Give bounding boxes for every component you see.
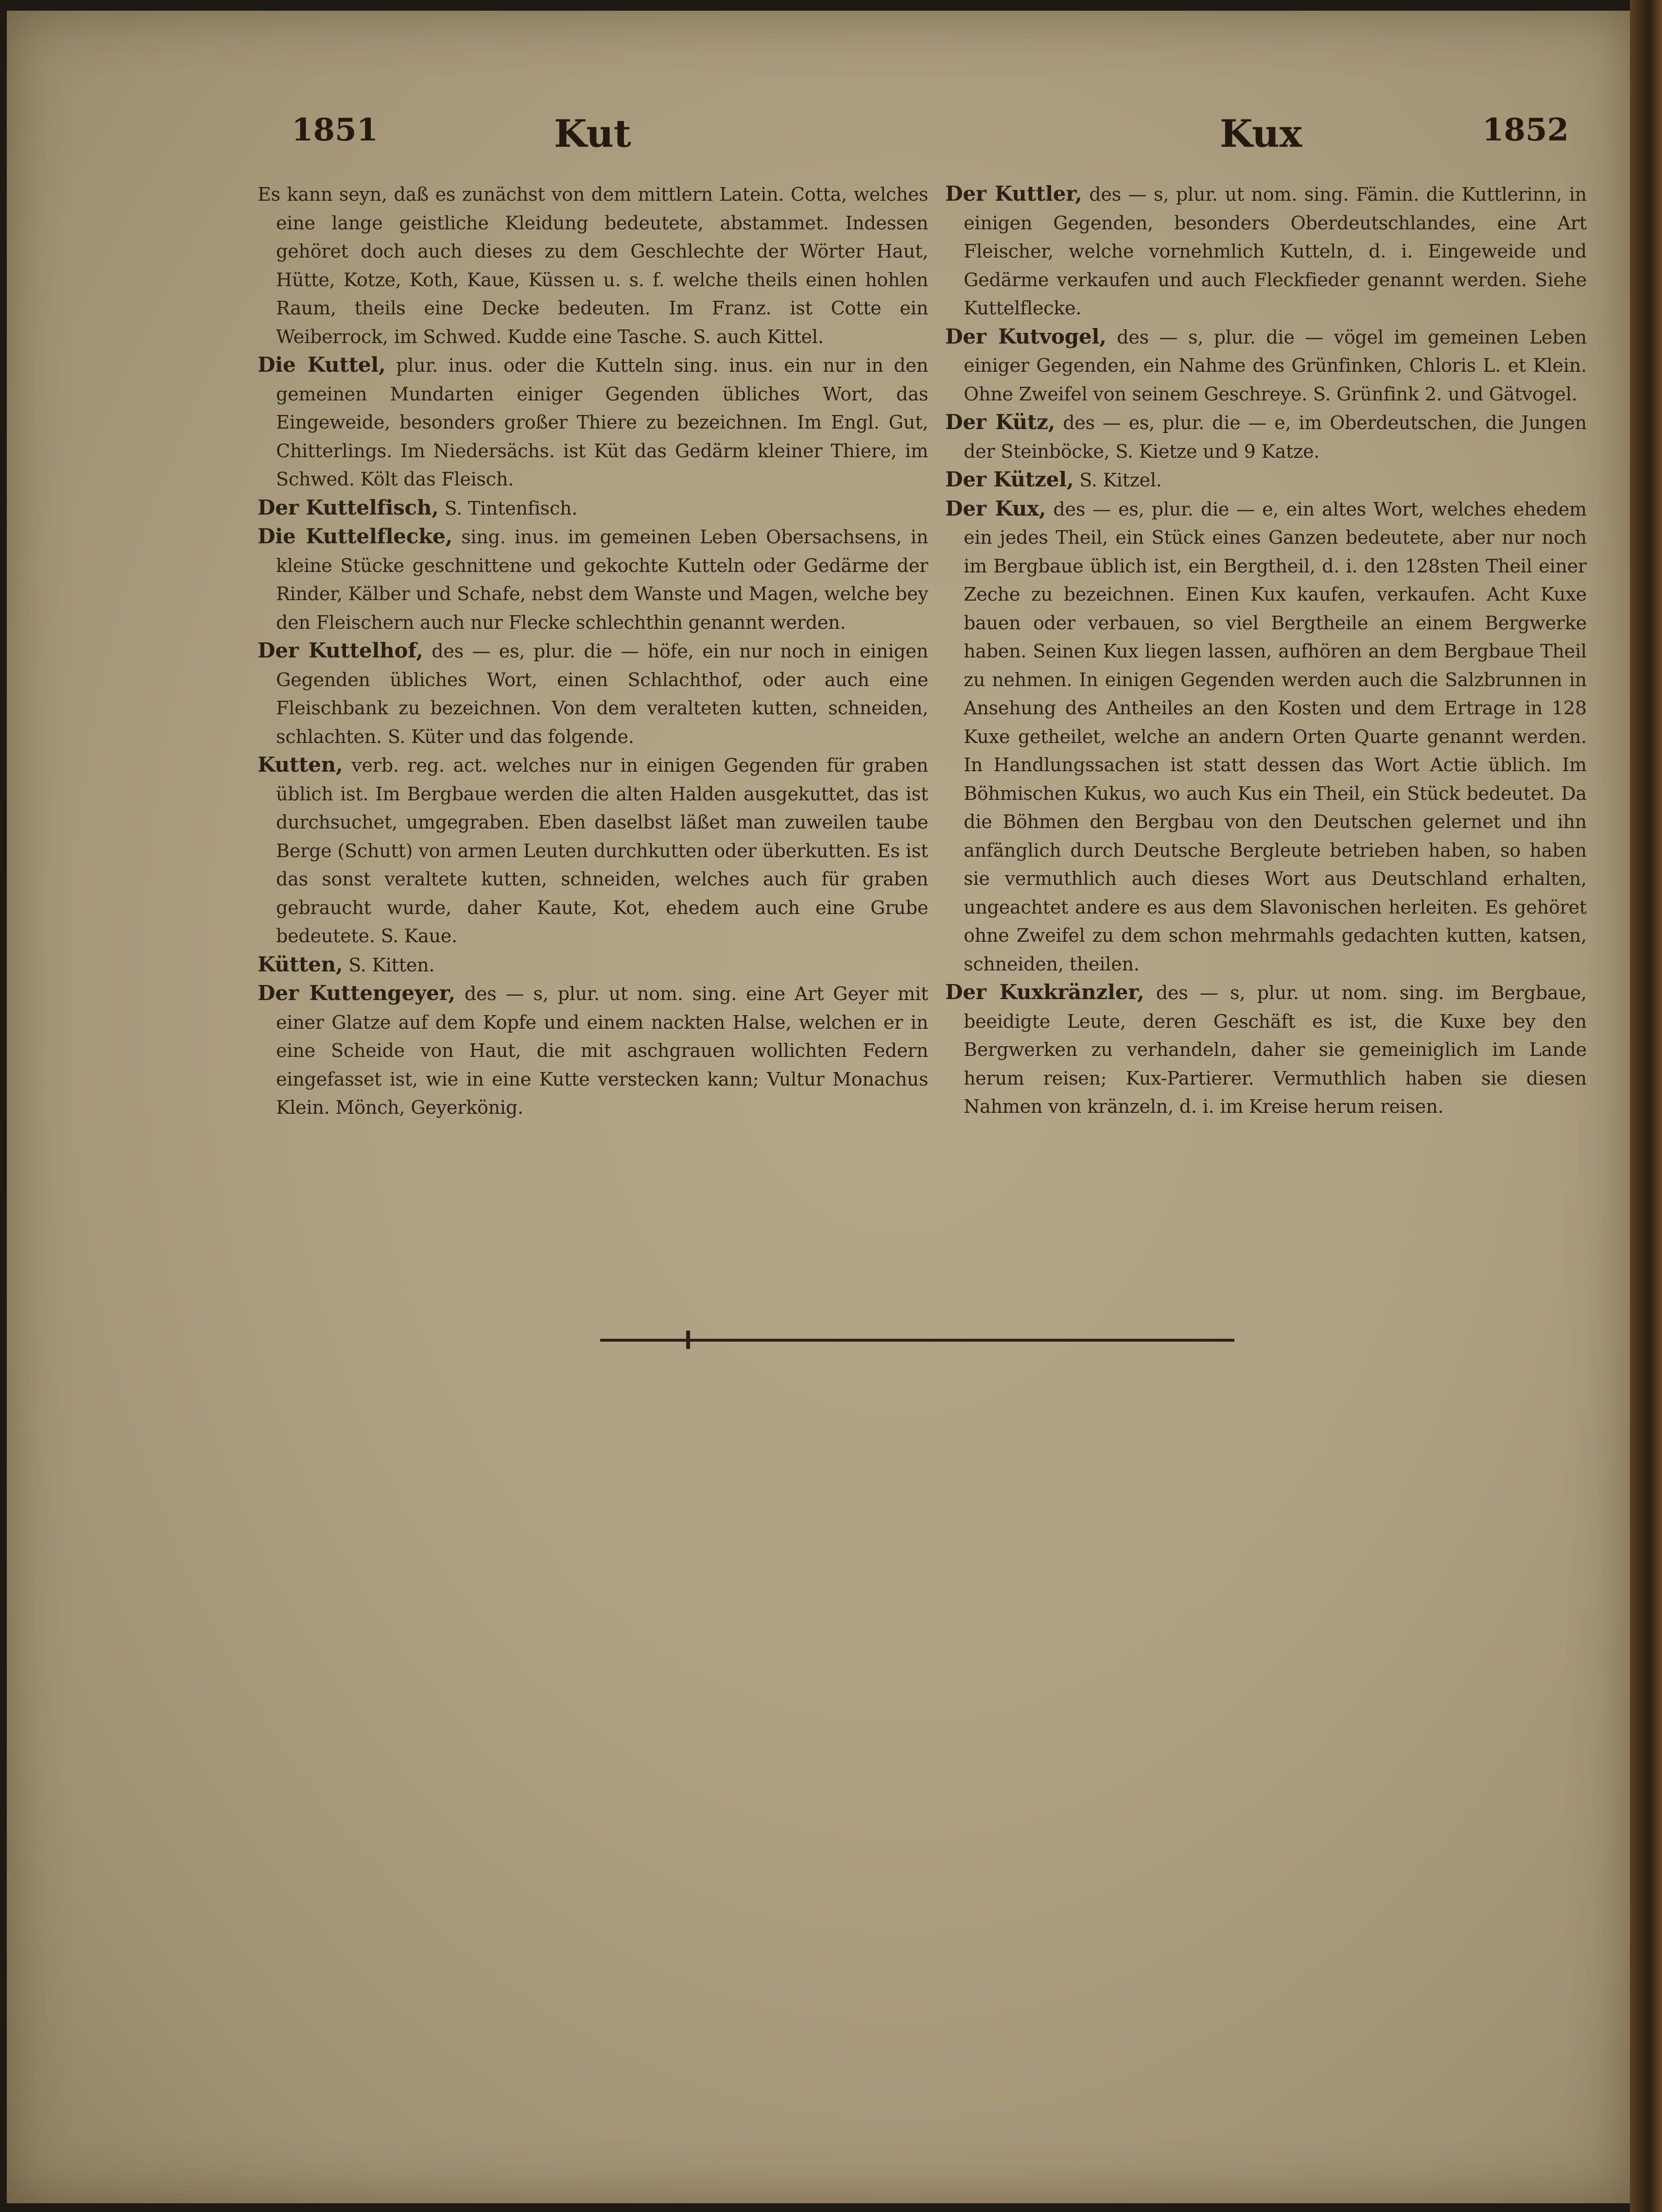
dictionary-entry <box>258 751 928 950</box>
dictionary-entry <box>945 408 1587 466</box>
entry-text: des — es, plur. die — höfe, ein nur noch in einigen Gegenden übliches Wort, einen Schlachthof, oder auch eine Fleischbank zu bezeichnen. Von dem veralteten kutten, schneiden, schlachten. S. Küter und das folgende. <box>276 640 928 747</box>
entry-headword: Die Kuttelflecke, <box>258 524 452 548</box>
dictionary-entry <box>258 180 928 351</box>
end-rule <box>600 1339 1234 1342</box>
entry-headword: Kutten, <box>258 753 343 777</box>
entry-text: S. Kitzel. <box>1079 469 1162 491</box>
dictionary-entry <box>258 351 928 494</box>
entry-headword: Der Kuttler, <box>945 182 1082 206</box>
entry-text: Es kann seyn, daß es zunächst von dem mittlern Latein. Cotta, welches eine lange geistliche Kleidung bedeutete, abstammet. Indessen gehöret doch auch dieses zu dem Geschlechte der Wörter Haut, Hütte, Kotze, Koth, Kaue, Küssen u. s. f. welche theils einen hohlen Raum, theils eine Decke bedeuten. Im Franz. ist Cotte ein Weiberrock, im Schwed. Kudde eine Tasche. S. auch Kittel. <box>258 184 928 347</box>
right-column <box>945 180 1587 1121</box>
entry-headword: Kütten, <box>258 952 343 976</box>
dictionary-entry <box>258 979 928 1122</box>
entry-text: des — es, plur. die — e, ein altes Wort, welches ehedem ein jedes Theil, ein Stück eines Ganzen bedeutete, aber nur noch im Bergbaue üblich ist, ein Bergtheil, d. i. den 128sten Theil einer Zeche zu bezeichnen. Einen Kux kaufen, verkaufen. Acht Kuxe bauen oder verbauen, so viel Bergtheile an einem Bergwerke haben. Seinen Kux liegen lassen, aufhören an dem Bergbaue Theil zu nehmen. In einigen Gegenden werden auch die Salzbrunnen in Ansehung des Antheiles an den Kosten und dem Ertrage in 128 Kuxe getheilet, welche an andern Orten Quarte genannt werden. In Handlungssachen ist statt dessen das Wort Actie üblich. Im Böhmischen Kukus, wo auch Kus ein Theil, ein Stück bedeutet. Da die Böhmen den Bergbau von den Deutschen gelernet und ihn anfänglich durch Deutsche Bergleute betrieben haben, so haben sie vermuthlich auch dieses Wort aus Deutschland erhalten, ungeachtet andere es aus dem Slavonischen herleiten. Es gehöret ohne Zweifel zu dem schon mehrmahls gedachten kutten, katsen, schneiden, theilen. <box>964 498 1587 975</box>
entry-text: sing. inus. im gemeinen Leben Obersachsens, in kleine Stücke geschnittene und gekochte Kutteln oder Gedärme der Rinder, Kälber und Schafe, nebst dem Wanste und Magen, welche bey den Fleischern auch nur Flecke schlechthin genannt werden. <box>276 526 929 633</box>
entry-text: S. Kitten. <box>348 954 435 976</box>
page-header <box>292 112 1594 165</box>
left-running-head: Kut <box>554 112 631 156</box>
right-running-head: Kux <box>1220 112 1302 156</box>
entry-headword: Der Kuttengeyer, <box>258 981 455 1005</box>
dictionary-entry <box>945 323 1587 409</box>
left-column <box>258 180 928 1122</box>
entry-text: verb. reg. act. welches nur in einigen Gegenden für graben üblich ist. Im Bergbaue werden die alten Halden ausgekuttet, das ist durchsuchet, umgegraben. Eben daselbst läßet man zuweilen taube Berge (Schutt) von armen Leuten durchkutten oder überkutten. Es ist das sonst veraltete kutten, schneiden, welches auch für graben gebraucht wurde, daher Kaute, Kot, ehedem auch eine Grube bedeutete. S. Kaue. <box>276 755 928 947</box>
entry-headword: Der Kuxkränzler, <box>945 980 1144 1004</box>
entry-headword: Der Kux, <box>945 496 1046 520</box>
dictionary-entry <box>945 495 1587 979</box>
left-page-number: 1851 <box>292 112 379 148</box>
dictionary-entry <box>945 180 1587 323</box>
entry-text: S. Tintenfisch. <box>444 497 578 519</box>
entry-text: des — s, plur. ut nom. sing. im Bergbaue, beeidigte Leute, deren Geschäft es ist, die Kuxe bey den Bergwerken zu verhandeln, daher sie gemeiniglich im Lande herum reisen; Kux-Partierer. Vermuthlich haben sie diesen Nahmen von kränzeln, d. i. im Kreise herum reisen. <box>964 982 1587 1117</box>
dictionary-entry <box>258 522 928 637</box>
dictionary-entry <box>258 950 928 980</box>
entry-text: des — s, plur. die — vögel im gemeinen Leben einiger Gegenden, ein Nahme des Grünfinken, Chloris L. et Klein. Ohne Zweifel von seinem Geschreye. S. Grünfink 2. und Gätvogel. <box>964 326 1587 405</box>
dictionary-entry <box>945 978 1587 1121</box>
entry-headword: Der Kützel, <box>945 467 1074 491</box>
entry-headword: Der Kütz, <box>945 410 1056 434</box>
entry-text: des — es, plur. die — e, im Oberdeutschen, die Jungen der Steinböcke, S. Kietze und 9 Katze. <box>964 412 1587 462</box>
dictionary-entry <box>945 466 1587 495</box>
entry-text: des — s, plur. ut nom. sing. Fämin. die Kuttlerinn, in einigen Gegenden, besonders Oberdeutschlandes, eine Art Fleischer, welche vornehmlich Kutteln, d. i. Eingeweide und Gedärme verkaufen und auch Fleckfieder genannt werden. Siehe Kuttelflecke. <box>964 184 1587 319</box>
entry-headword: Der Kutvogel, <box>945 324 1107 348</box>
right-page-number: 1852 <box>1482 112 1569 148</box>
entry-text: plur. inus. oder die Kutteln sing. inus. ein nur in den gemeinen Mundarten einiger Gegenden übliches Wort, das Eingeweide, besonders großer Thiere zu bezeichnen. Im Engl. Gut, Chitterlings. Im Niedersächs. ist Küt das Gedärm kleiner Thiere, im Schwed. Költ das Fleisch. <box>276 355 928 490</box>
entry-headword: Die Kuttel, <box>258 353 386 377</box>
dictionary-entry <box>258 637 928 751</box>
dictionary-entry <box>258 494 928 523</box>
entry-text: des — s, plur. ut nom. sing. eine Art Geyer mit einer Glatze auf dem Kopfe und einem nackten Halse, welchen er in eine Scheide von Haut, die mit aschgrauen wollichten Federn eingefasset ist, wie in eine Kutte verstecken kann; Vultur Monachus Klein. Mönch, Geyerkönig. <box>276 983 929 1118</box>
entry-headword: Der Kuttelhof, <box>258 639 423 662</box>
end-rule-mark <box>686 1331 690 1349</box>
book-gutter <box>1630 0 1662 2212</box>
entry-headword: Der Kuttelfisch, <box>258 495 439 519</box>
